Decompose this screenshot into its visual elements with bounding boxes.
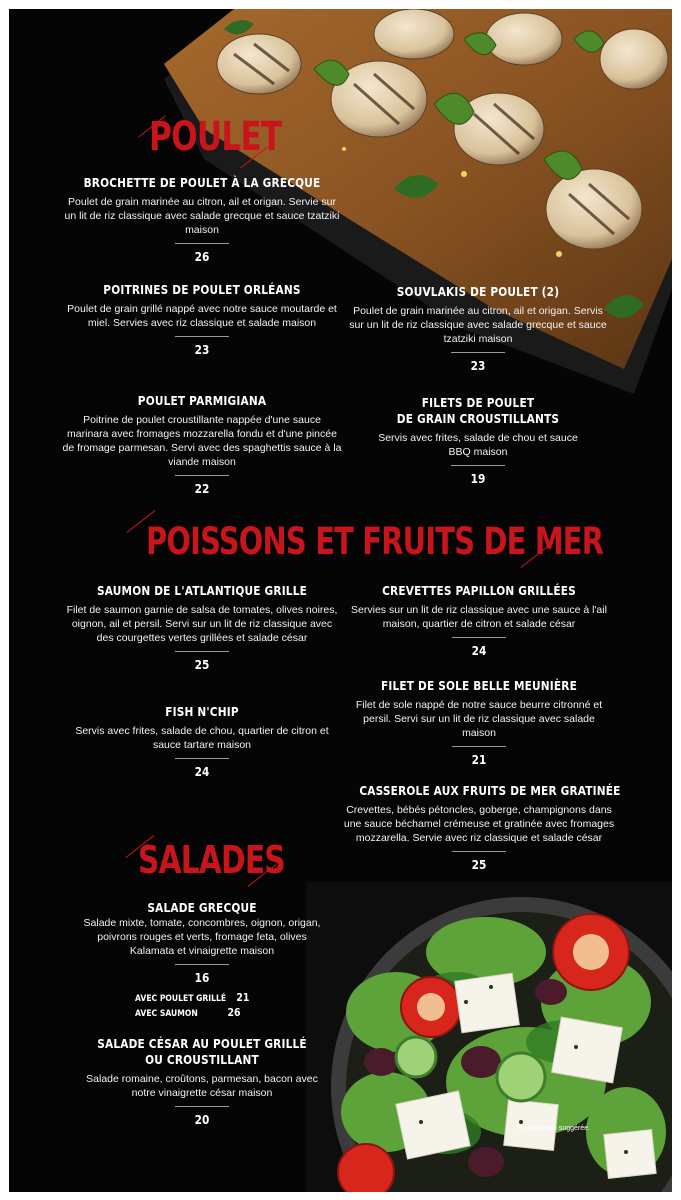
item-name: CASSEROLE AUX FRUITS DE MER GRATINÉE (359, 784, 621, 798)
item-price: 23 (194, 343, 210, 357)
salad-extras (135, 991, 270, 1021)
suggested-presentation-note: Présentation suggérée. (517, 1125, 590, 1132)
item-description: Servis avec frites, salade de chou et sauce BBQ maison (378, 432, 578, 458)
item-name: OU CROUSTILLANT (145, 1053, 259, 1067)
item-description: Crevettes, bébés pétoncles, goberge, champignons dans une sauce béchamel crémeuse et gratinée avec fromages mozzarella. Servie avec riz classique et salade césar (343, 804, 615, 844)
item-price: 21 (471, 753, 487, 767)
item-name: DE GRAIN CROUSTILLANTS (396, 412, 560, 426)
extra-option (135, 1006, 249, 1021)
menu-item (343, 783, 621, 872)
extra-label: AVEC SAUMON (134, 1009, 198, 1019)
extra-price: 26 (227, 1006, 241, 1019)
item-price: 25 (194, 658, 210, 672)
item-price: 24 (194, 765, 210, 779)
menu-item (72, 704, 332, 779)
menu-item (77, 900, 327, 1021)
divider (175, 964, 229, 965)
menu-item (62, 393, 342, 496)
item-price: 24 (471, 644, 487, 658)
extra-option (135, 991, 249, 1006)
item-name: POITRINES DE POULET ORLÉANS (103, 283, 301, 297)
item-description: Poitrine de poulet croustillante nappée d'une sauce marinara avec fromages mozzarella fondu et d'une pincée de fromage parmesan. Servi avec des spaghettis sauce à la viande maison (62, 414, 342, 468)
item-name: CREVETTES PAPILLON GRILLÉES (382, 584, 576, 598)
divider (175, 758, 229, 759)
divider (451, 352, 505, 353)
item-price: 22 (194, 482, 210, 496)
item-name: POULET PARMIGIANA (137, 394, 267, 408)
menu-item (62, 175, 342, 264)
item-name: FISH N'CHIP (165, 705, 239, 719)
menu-item (373, 395, 583, 486)
menu-item (348, 678, 610, 767)
section-title-poissons: POISSONS ET FRUITS DE MER (146, 520, 604, 563)
item-price: 20 (194, 1113, 210, 1127)
section-title-poulet: POULET (149, 114, 282, 160)
menu-item (67, 282, 337, 357)
extra-label: AVEC POULET GRILLÉ (134, 994, 226, 1004)
item-price: 26 (194, 250, 210, 264)
divider (452, 851, 506, 852)
item-name: SAUMON DE L'ATLANTIQUE GRILLE (96, 584, 308, 598)
divider (175, 1106, 229, 1107)
section-title-salades: SALADES (138, 838, 285, 882)
item-name: SOUVLAKIS DE POULET (2) (396, 285, 560, 299)
item-description: Salade mixte, tomate, concombres, oignon, origan, poivrons rouges et verts, fromage feta, olives Kalamata et vinaigrette maison (83, 917, 321, 957)
item-name: FILET DE SOLE BELLE MEUNIÈRE (381, 679, 577, 693)
menu-item (348, 583, 610, 658)
item-description: Poulet de grain marinée au citron, ail et origan. Servis sur un lit de riz classique avec salade grecque et sauce tzatziki maison (349, 305, 607, 345)
divider (175, 475, 229, 476)
divider (175, 243, 229, 244)
menu-item (77, 1036, 327, 1127)
divider (451, 465, 505, 466)
item-name: FILETS DE POULET (421, 396, 535, 410)
greek-salad-photo (306, 882, 672, 1192)
item-description: Servies sur un lit de riz classique avec une sauce à l'ail maison, quartier de citron et salade césar (351, 604, 607, 630)
item-price: 16 (194, 971, 210, 985)
divider (452, 746, 506, 747)
item-description: Salade romaine, croûtons, parmesan, bacon avec notre vinaigrette césar maison (86, 1073, 318, 1099)
menu-page (9, 9, 672, 1192)
item-name: SALADE CÉSAR AU POULET GRILLÉ (97, 1037, 307, 1051)
item-description: Servis avec frites, salade de chou, quartier de citron et sauce tartare maison (75, 725, 329, 751)
item-description: Filet de saumon garnie de salsa de tomates, olives noires, oignon, ail et persil. Servi sur un lit de riz classique avec des courgettes vertes grillées et salade césar (66, 604, 338, 644)
item-price: 19 (470, 472, 486, 486)
divider (452, 637, 506, 638)
item-price: 23 (470, 359, 486, 373)
divider (175, 336, 229, 337)
item-description: Filet de sole nappé de notre sauce beurre citronné et persil. Servi sur un lit de riz classique avec salade maison (355, 699, 603, 739)
item-name: BROCHETTE DE POULET À LA GRECQUE (83, 176, 321, 190)
divider (175, 651, 229, 652)
item-name: SALADE GRECQUE (147, 901, 257, 915)
item-description: Poulet de grain marinée au citron, ail et origan. Servie sur un lit de riz classique avec salade grecque et sauce tzatziki maison (64, 196, 340, 236)
menu-item (62, 583, 342, 672)
extra-price: 21 (236, 991, 250, 1004)
menu-item (348, 284, 608, 373)
item-price: 25 (471, 858, 487, 872)
item-description: Poulet de grain grillé nappé avec notre sauce moutarde et miel. Servies avec riz classique et salade maison (67, 303, 337, 329)
